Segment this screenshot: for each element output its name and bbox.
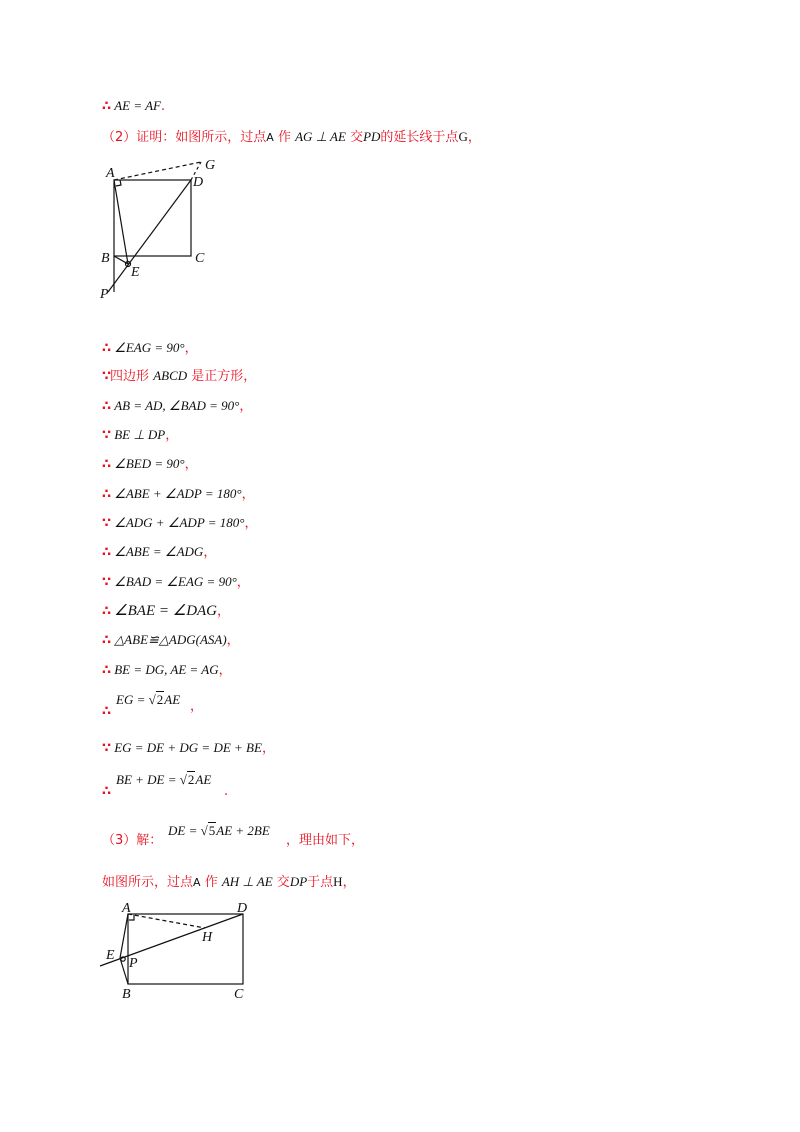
- label-e: E: [131, 265, 140, 280]
- label-c: C: [234, 987, 244, 1002]
- dashed-ah: [128, 914, 205, 928]
- step-8: ∴ ∠ABE = ∠ADG，: [102, 544, 217, 560]
- label-d: D: [193, 175, 204, 190]
- step-1: ∴ ∠EAG = 90°，: [102, 340, 198, 356]
- label-b: B: [122, 987, 131, 1002]
- label-e: E: [106, 948, 115, 963]
- conclusion-ae-af: ∴ AE = AF.: [102, 98, 166, 114]
- label-d: D: [237, 901, 248, 916]
- step-3: ∴ AB = AD, ∠BAD = 90°，: [102, 398, 253, 414]
- step-2: ∵四边形 ABCD 是正方形，: [102, 368, 257, 384]
- dashed-ag: [114, 162, 201, 180]
- label-p: P: [129, 956, 138, 971]
- line-pd: [108, 180, 191, 292]
- step-eg-sum: ∵ EG = DE + DG = DE + BE，: [102, 740, 275, 756]
- segment-ae: [114, 180, 128, 264]
- label-c: C: [195, 251, 205, 266]
- step-9: ∵ ∠BAD = ∠EAG = 90°，: [102, 574, 250, 590]
- figure-rectangle-abcd: [98, 898, 258, 1008]
- figure-square-abcd: [98, 152, 228, 302]
- step-10: ∴ ∠BAE = ∠DAG，: [102, 603, 231, 619]
- step-7: ∵ ∠ADG + ∠ADP = 180°，: [102, 515, 258, 531]
- part2-heading: （2）证明：如图所示，过点A 作 AG ⊥ AE 交PD的延长线于点G，: [102, 129, 481, 145]
- label-a: A: [106, 166, 115, 181]
- step-6: ∴ ∠ABE + ∠ADP = 180°，: [102, 486, 255, 502]
- segment-eb: [120, 958, 128, 984]
- label-b: B: [101, 251, 110, 266]
- step-11: ∴ △ABE≌△ADG(ASA)，: [102, 632, 240, 648]
- right-angle-mark-a: [116, 180, 121, 186]
- part3-construction: 如图所示，过点A 作 AH ⊥ AE 交DP于点H，: [102, 874, 356, 890]
- label-g: G: [205, 158, 216, 173]
- step-5: ∴ ∠BED = 90°，: [102, 456, 198, 472]
- step-4: ∵ BE ⊥ DP，: [102, 427, 179, 443]
- label-h: H: [202, 930, 213, 945]
- label-a: A: [122, 901, 131, 916]
- segment-ae: [120, 914, 128, 958]
- label-p: P: [100, 287, 109, 302]
- step-12: ∴ BE = DG, AE = AG，: [102, 662, 232, 678]
- square-abcd: [114, 180, 191, 256]
